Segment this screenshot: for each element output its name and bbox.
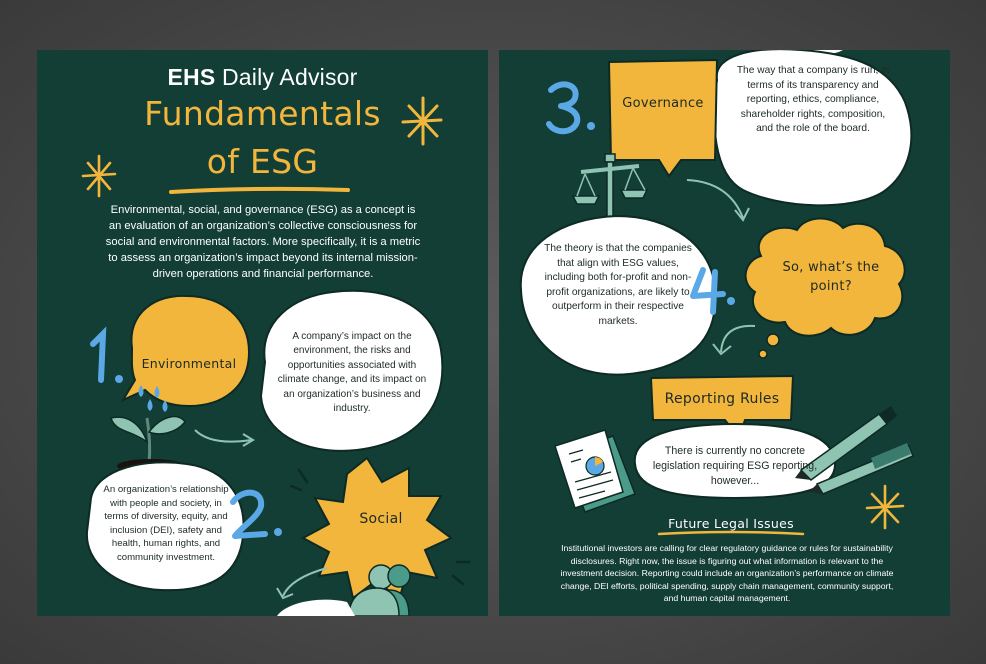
page-title-line1: Fundamentals (144, 94, 381, 133)
governance-bubble (609, 60, 717, 176)
social-description: An organization’s relationship with people and society, in terms of diversity, equity, and inclusion (DEI), safety and health, human rights, and community investment. (103, 484, 229, 563)
future-legal-issues-title: Future Legal Issues (668, 516, 794, 531)
arrow-gov-to-point (687, 180, 743, 218)
environmental-description: A company’s impact on the environment, the risks and opportunities associated with climate change, and its impact on an organization’s business and industry. (277, 331, 427, 415)
brand-bold: EHS (167, 64, 216, 90)
next-bubble-partial (277, 600, 355, 616)
governance-description: The way that a company is run, in terms of its transparency and reporting, ethics, compliance, shareholder rights, composition, and the role of the board. (736, 65, 890, 135)
report-document-icon (555, 430, 635, 512)
right-page (499, 50, 950, 616)
sparkle-icon (867, 486, 903, 528)
title-underline (171, 189, 348, 192)
left-page (37, 50, 488, 616)
number-one-mark (93, 334, 103, 380)
brand-logo (37, 64, 488, 91)
arrow-env-to-social (195, 430, 251, 442)
brand-rest: Daily Advisor (221, 64, 358, 90)
social-label: Social (359, 511, 403, 527)
arrow-point-to-reporting (721, 326, 755, 352)
future-underline (659, 532, 803, 534)
point-description: The theory is that the companies that align with ESG values, including both for-profit and non-profit organizations, are likely to outperform in their respective markets. (544, 243, 692, 327)
page-title-line2: of ESG (206, 142, 319, 181)
number-three-mark (549, 84, 577, 131)
governance-label: Governance (622, 96, 704, 111)
reporting-description: There is currently no concrete legislation requiring ESG reporting, however... (652, 445, 818, 487)
reporting-label: Reporting Rules (664, 391, 780, 407)
environmental-label: Environmental (141, 356, 237, 371)
point-label: So, what’s the point? (782, 260, 880, 294)
intro-paragraph: Environmental, social, and governance (ESG) as a concept is an evaluation of an organization’s collective consciousness for social and environmental factors. More specifically, it is a metric to assess an organization’s impact beyond its internal mission-driven operations and financial performance. (105, 204, 421, 280)
future-legal-issues-text: Institutional investors are calling for clear regulatory guidance or rules for sustainability disclosures. Right now, the issue is figuring out what information is relevant to the investment decision. Reporting could include an organization’s performance on climate change, DEI efforts, political spending, supply chain management, community support, and human capital management. (560, 543, 894, 604)
